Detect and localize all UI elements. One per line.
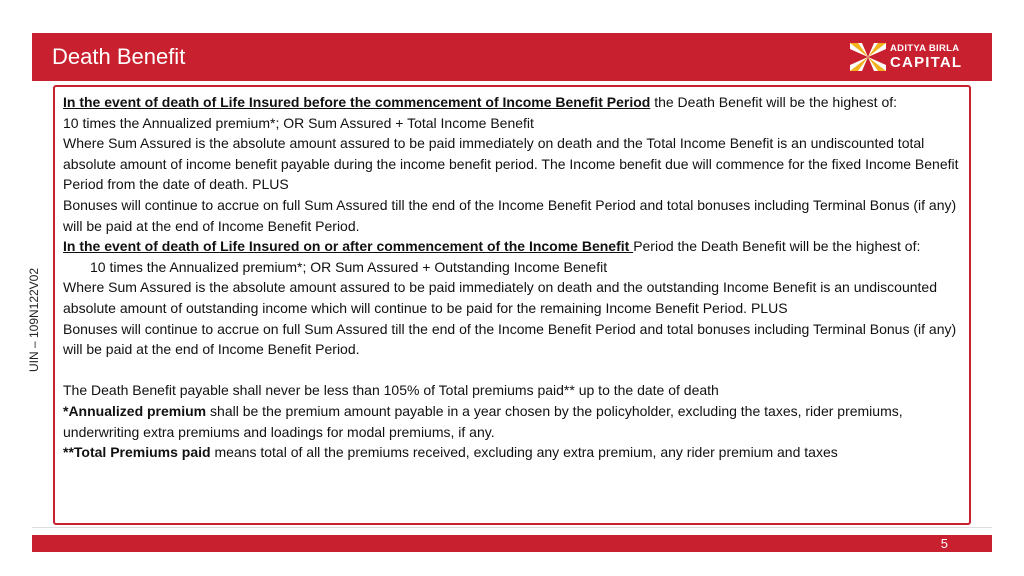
brand-name-line2: CAPITAL	[890, 54, 963, 71]
total-premiums-definition: **Total Premiums paid means total of all the premiums received, excluding any extra premium, any rider premium and taxes	[63, 444, 838, 461]
brand-logo	[850, 41, 963, 73]
page-title: Death Benefit	[52, 44, 186, 69]
bonus-paragraph-1: Bonuses will continue to accrue on full Sum Assured till the end of the Income Benefit Period and total bonuses including Terminal Bonus (if any) will be paid at the end of Income Benefit Period.	[63, 196, 957, 234]
minimum-death-benefit-note: The Death Benefit payable shall never be less than 105% of Total premiums paid** up to the date of death	[63, 382, 719, 399]
sunburst-logo-icon	[850, 43, 886, 71]
sum-assured-definition-outstanding: Where Sum Assured is the absolute amount assured to be paid immediately on death and the outstanding Income Benefit is an undiscounted absolute amount of outstanding income which will continue to be paid for the remaining Income Benefit Period. PLUS	[63, 279, 937, 316]
bonus-paragraph-2: Bonuses will continue to accrue on full Sum Assured till the end of the Income Benefit Period and total bonuses including Terminal Bonus (if any) will be paid at the end of Income Benefit Period.	[63, 320, 957, 358]
annualized-premium-definition: *Annualized premium shall be the premium amount payable in a year chosen by the policyholder, excluding the taxes, rider premiums, underwriting extra premiums and loadings for modal premiums, if any.	[63, 402, 903, 440]
sum-assured-definition-total: Where Sum Assured is the absolute amount assured to be paid immediately on death and the Total Income Benefit is an undiscounted total absolute amount of income benefit payable during the income benefit period. The Income benefit due will commence for the fixed Income Benefit Period from the date of death. PLUS	[63, 135, 959, 193]
total-premiums-term: **Total Premiums paid	[63, 444, 211, 461]
death-benefit-content	[53, 85, 971, 525]
spacer	[63, 360, 963, 381]
page-number: 5	[940, 536, 948, 551]
heading-after-income-period: In the event of death of Life Insured on or after commencement of the Income Benefit	[63, 238, 634, 255]
uin-side-label: UIN – 109N122V02	[27, 267, 41, 373]
benefit-formula-outstanding: 10 times the Annualized premium*; OR Sum Assured + Outstanding Income Benefit	[90, 258, 608, 275]
paragraph-after-income-period: In the event of death of Life Insured on or after commencement of the Income Benefit Period the Death Benefit will be the highest of:	[63, 238, 921, 255]
brand-name-line1: ADITYA BIRLA	[890, 43, 960, 54]
benefit-formula-total: 10 times the Annualized premium*; OR Sum Assured + Total Income Benefit	[63, 114, 534, 131]
slide-footer	[32, 535, 992, 552]
paragraph-before-income-period: In the event of death of Life Insured before the commencement of Income Benefit Period the Death Benefit will be the highest of:	[63, 94, 898, 110]
annualized-premium-term: *Annualized premium	[63, 402, 207, 419]
slide-header	[32, 33, 992, 81]
footer-divider	[32, 527, 992, 528]
heading-before-income-period: In the event of death of Life Insured before the commencement of Income Benefit Period	[63, 94, 651, 110]
